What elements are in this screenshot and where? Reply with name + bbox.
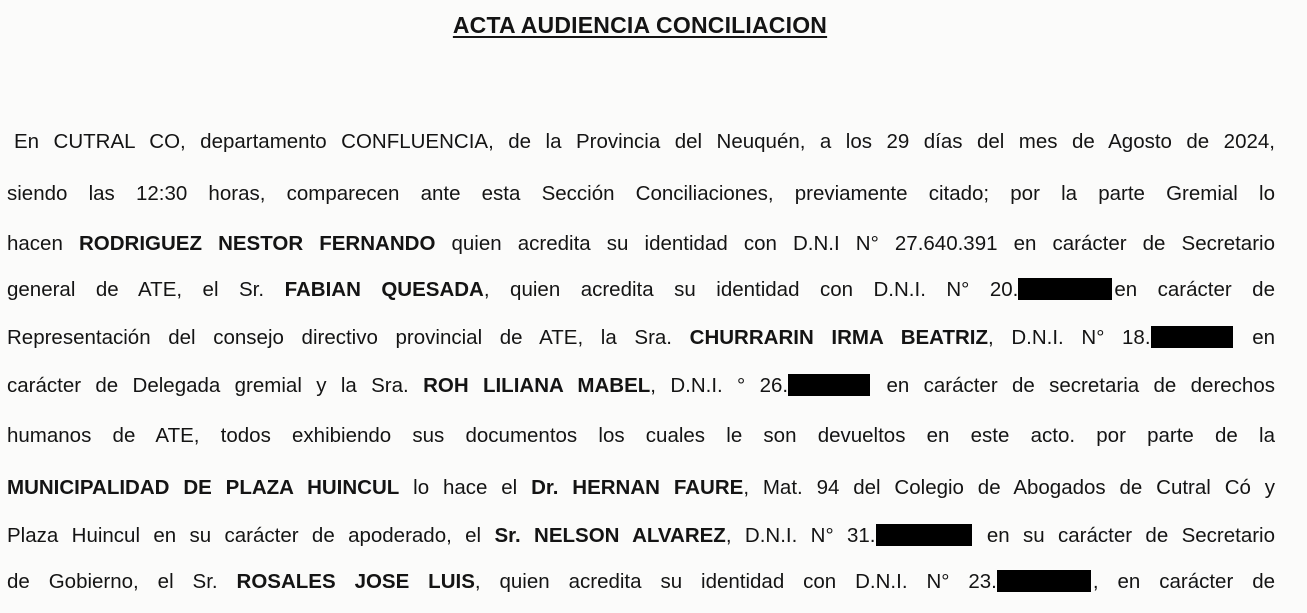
document-line bbox=[7, 372, 1275, 400]
body-text: En bbox=[14, 130, 54, 153]
body-text: CUTRAL CO bbox=[53, 130, 181, 153]
body-text: hacen bbox=[7, 232, 79, 255]
body-text: , D.N.I. N° 18. bbox=[988, 326, 1151, 349]
document-line bbox=[7, 568, 1275, 596]
body-text: en su carácter de Secretario bbox=[973, 524, 1276, 547]
bold-text: CHURRARIN IRMA BEATRIZ bbox=[689, 326, 988, 349]
body-text: , quien acredita su identidad con D.N.I. N° 20. bbox=[483, 278, 1019, 301]
document-line bbox=[7, 276, 1275, 304]
redaction-block bbox=[788, 374, 870, 396]
document-line bbox=[7, 324, 1275, 352]
body-text: siendo las 12:30 horas, comparecen ante esta Sección Conciliaciones, previamente citado; por la parte Gremial lo bbox=[7, 182, 1275, 205]
document-title: ACTA AUDIENCIA CONCILIACION bbox=[452, 12, 828, 38]
body-text: humanos de ATE, todos exhibiendo sus documentos los cuales le son devueltos en este acto. por parte de la bbox=[7, 424, 1275, 447]
body-text: carácter de Delegada gremial y la Sra. bbox=[7, 374, 424, 397]
body-text: quien acredita su identidad con D.N.I N° 27.640.391 en carácter de Secretario bbox=[435, 232, 1275, 255]
redaction-block bbox=[1151, 326, 1233, 348]
body-text: , departamento CONFLUENCIA, de la Provincia del Neuquén, a los 29 días del mes de Agosto de 2024, bbox=[180, 130, 1275, 153]
redaction-block bbox=[876, 524, 972, 546]
body-text: en carácter de bbox=[1114, 278, 1275, 301]
document-line bbox=[7, 230, 1275, 258]
body-text: lo hace el bbox=[399, 476, 532, 499]
body-text: en carácter de secretaria de derechos bbox=[872, 374, 1275, 397]
body-text: Representación del consejo directivo provincial de ATE, la Sra. bbox=[7, 326, 690, 349]
document-line bbox=[14, 128, 1275, 156]
document-line bbox=[7, 522, 1275, 550]
body-text: Plaza Huincul en su carácter de apoderado, el bbox=[7, 524, 495, 547]
body-text: , D.N.I. ° 26. bbox=[650, 374, 789, 397]
body-text: , Mat. 94 del Colegio de Abogados de Cutral Có y bbox=[743, 476, 1275, 499]
bold-text: ROH LILIANA MABEL bbox=[423, 374, 651, 397]
document-line bbox=[7, 180, 1275, 208]
bold-text: RODRIGUEZ NESTOR FERNANDO bbox=[78, 232, 436, 255]
body-text: en bbox=[1234, 326, 1275, 349]
bold-text: ROSALES JOSE LUIS bbox=[236, 570, 475, 593]
body-text: , quien acredita su identidad con D.N.I. N° 23. bbox=[474, 570, 997, 593]
bold-text: Sr. NELSON ALVAREZ bbox=[494, 524, 726, 547]
redaction-block bbox=[997, 570, 1091, 592]
redaction-block bbox=[1018, 278, 1112, 300]
bold-text: MUNICIPALIDAD DE PLAZA HUINCUL bbox=[7, 476, 400, 499]
body-text: general de ATE, el Sr. bbox=[7, 278, 285, 301]
body-text: de Gobierno, el Sr. bbox=[7, 570, 237, 593]
document-line bbox=[7, 422, 1275, 450]
document-line bbox=[7, 474, 1275, 502]
body-text: , D.N.I. N° 31. bbox=[725, 524, 876, 547]
bold-text: Dr. HERNAN FAURE bbox=[531, 476, 744, 499]
body-text: , en carácter de bbox=[1092, 570, 1275, 593]
bold-text: FABIAN QUESADA bbox=[284, 278, 484, 301]
